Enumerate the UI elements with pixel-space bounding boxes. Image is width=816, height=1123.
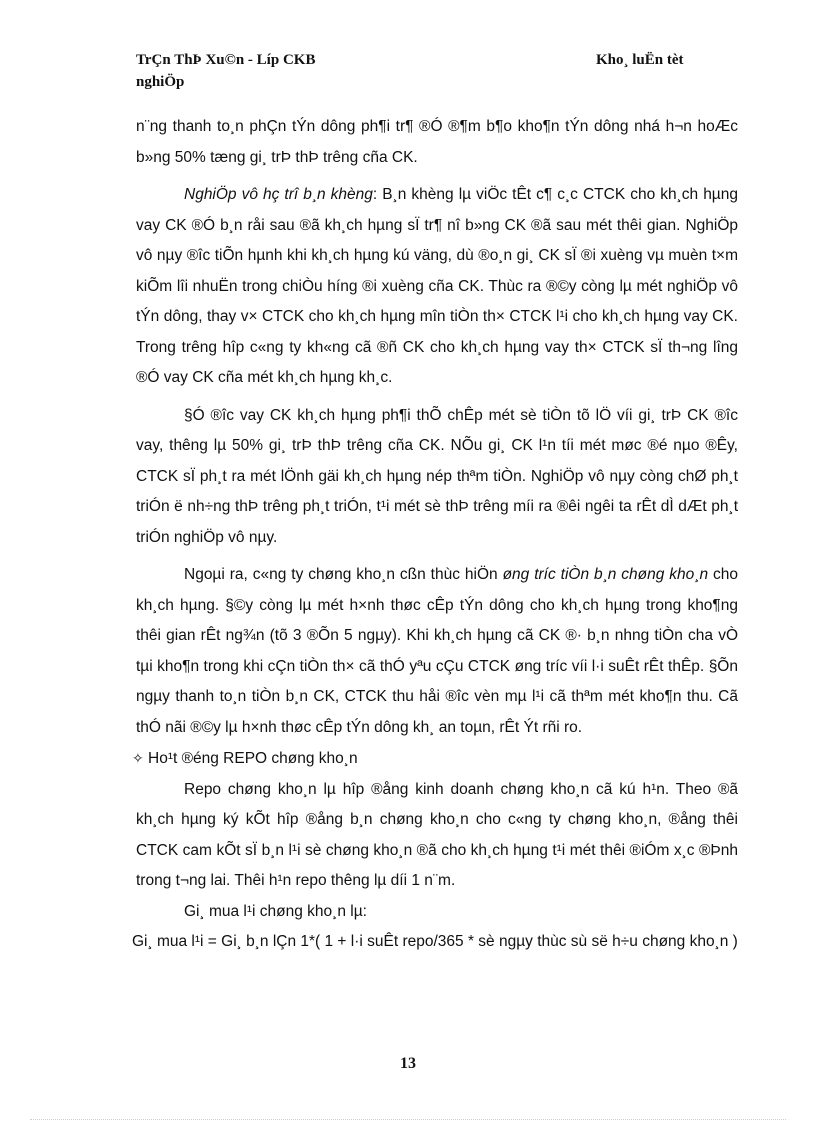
- paragraph: n¨ng thanh to¸n phÇn tÝn dông ph¶i tr¶ ®Ó ®¶m b¶o kho¶n tÝn dông nhá h¬n hoÆc b»ng 50% tæng gi¸ trÞ thÞ trêng cña CK.: [136, 118, 738, 166]
- paragraph: §Ó ®îc vay CK kh¸ch hµng ph¶i thÕ chÊp mét sè tiÒn tõ lÖ víi gi¸ trÞ CK ®îc vay, thêng lµ 50% gi¸ trÞ thÞ trêng cña CK. NÕu gi¸ CK l¹n tíi mét møc ®é nµo ®Êy, CTCK sÏ ph¸t ra mét lÖnh gäi kh¸ch hµng nép thªm tiÒn. NghiÖp vô nµy còng chØ ph¸t triÓn ë nh÷ng thÞ trêng ph¸t triÓn, t¹i mét sè thÞ trêng míi ra ®êi ngêi ta rÊt dÌ dÆt ph¸t triÓn nghiÖp vô nµy.: [136, 406, 738, 546]
- header-title: Kho¸ luËn tèt: [596, 52, 684, 68]
- paragraph: Gi¸ mua l¹i chøng kho¸n lµ:: [184, 902, 367, 920]
- diamond-star-icon: ✧: [132, 750, 144, 766]
- page-number: 13: [400, 1055, 416, 1072]
- bullet-heading-text: Ho¹t ®éng REPO chøng kho¸n: [148, 750, 358, 767]
- italic-term: NghiÖp vô hç trî b¸n khèng: [184, 186, 373, 203]
- formula: Gi¸ mua l¹i = Gi¸ b¸n lÇn 1*( 1 + l·i suÊt repo/365 * sè ngµy thùc sù së h÷u chøng kho¸n ): [132, 933, 738, 950]
- page-bottom-rule: [30, 1119, 786, 1120]
- paragraph: Repo chøng kho¸n lµ hîp ®ång kinh doanh chøng kho¸n cã kú h¹n. Theo ®ã kh¸ch hµng ký kÕt hîp ®ång b¸n chøng kho¸n cho c«ng ty chøng kho¸n, ®ång thêi CTCK cam kÕt sÏ b¸n l¹i sè chøng kho¸n ®ã cho kh¸ch hµng t¹i mét thêi ®iÓm x¸c ®Þnh trong t¬ng lai. Thêi h¹n repo thêng lµ díi 1 n¨m.: [136, 780, 738, 889]
- paragraph-text: : B¸n khèng lµ viÖc tÊt c¶ c¸c CTCK cho kh¸ch hµng vay CK ®Ó b¸n råi sau ®ã kh¸ch hµng sÏ tr¶ nî b»ng CK ®ã sau mét thêi gian. NghiÖp vô nµy ®îc tiÕn hµnh khi kh¸ch hµng kú väng, dù ®o¸n gi¸ CK sÏ ®i xuèng vµ muèn t×m kiÕm lîi nhuËn trong chiÒu híng ®i xuèng cña CK. Thùc ra ®©y còng lµ mét nghiÖp vô tÝn dông, thay v× CTCK cho kh¸ch hµng mîn tiÒn th× CTCK l¹i cho kh¸ch hµng vay CK. Trong trêng hîp c«ng ty kh«ng cã ®ñ CK cho kh¸ch hµng vay th× CTCK sÏ th¬ng lîng ®Ó vay CK cña mét kh¸ch hµng kh¸c.: [136, 186, 738, 386]
- header-author: TrÇn ThÞ Xu©n - Líp CKB: [136, 52, 316, 68]
- paragraph: [136, 180, 738, 394]
- header-author-continued: nghiÖp: [136, 74, 185, 90]
- paragraph-text: cho kh¸ch hµng. §©y còng lµ mét h×nh thøc cÊp tÝn dông cho kh¸ch hµng trong kho¶ng thêi gian rÊt ng¾n (tõ 3 ®Õn 5 ngµy). Khi kh¸ch hµng cã CK ®· b¸n nhng tiÒn cha vÒ tµi kho¶n trong khi cÇn tiÒn th× cã thÓ yªu cÇu CTCK øng tríc víi l·i suÊt rÊt thÊp. §Õn ngµy thanh to¸n tiÒn b¸n CK, CTCK thu håi ®îc vèn mµ l¹i cã thªm mét kho¶n thu. Cã thÓ nãi ®©y lµ h×nh thøc cÊp tÝn dông kh¸ an toµn, rÊt Ýt rñi ro.: [136, 566, 738, 736]
- document-body: [132, 112, 738, 958]
- paragraph: [136, 560, 738, 743]
- paragraph-text: Ngoµi ra, c«ng ty chøng kho¸n cßn thùc hiÖn: [184, 566, 503, 583]
- italic-term: øng tríc tiÒn b¸n chøng kho¸n: [502, 566, 709, 583]
- bullet-heading: [132, 743, 738, 775]
